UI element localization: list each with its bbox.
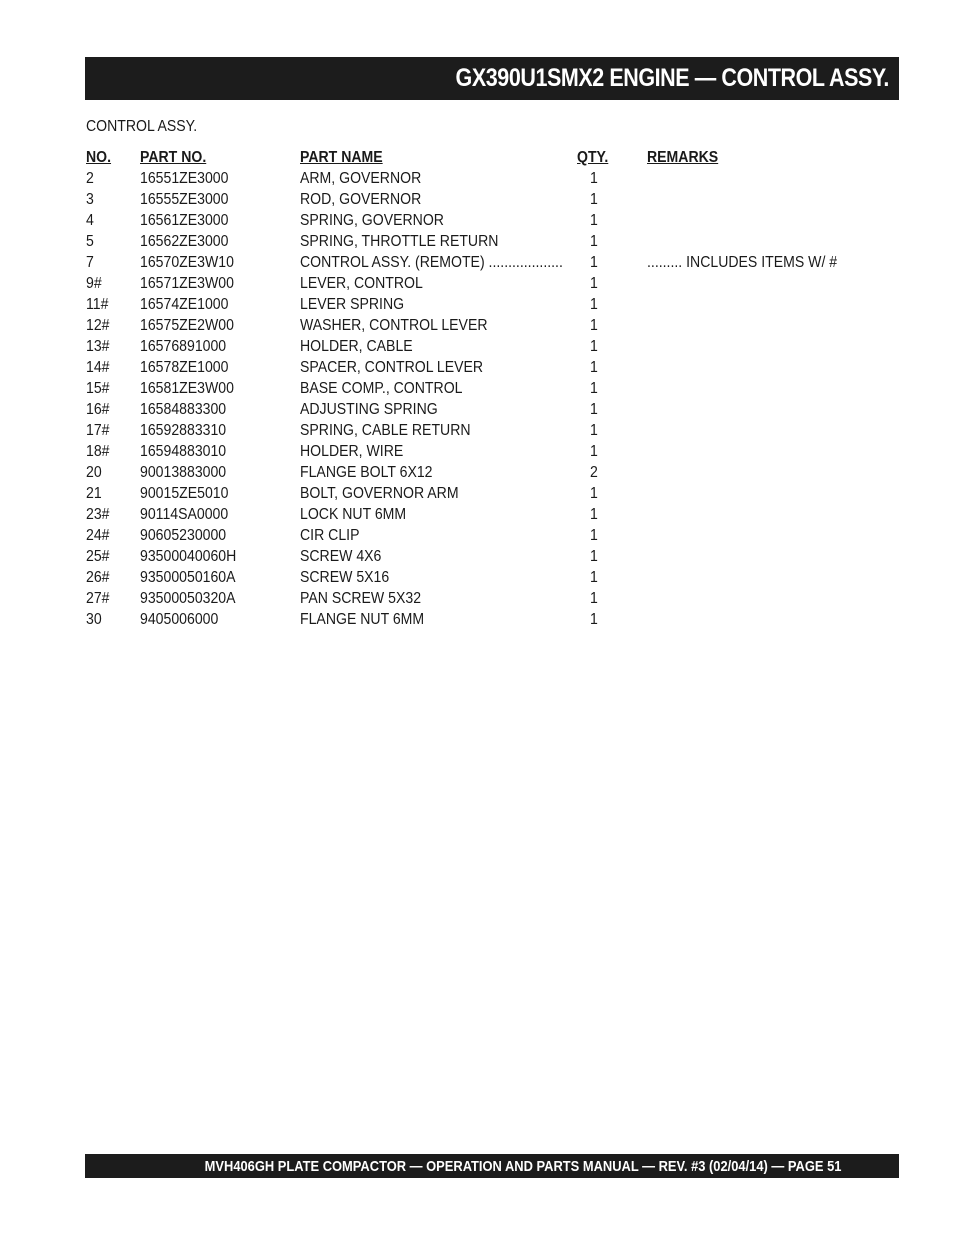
table-row (86, 315, 846, 336)
quantity: 1 (590, 485, 598, 502)
page-title: GX390U1SMX2 ENGINE — CONTROL ASSY. (455, 64, 889, 92)
part-number-index: 15# (86, 380, 110, 397)
table-row (86, 273, 846, 294)
part-number-index: 23# (86, 506, 110, 523)
part-number-index: 20 (86, 464, 102, 481)
part-number: 16576891000 (140, 338, 227, 355)
column-header-remarks: REMARKS (647, 149, 719, 166)
part-number-index: 17# (86, 422, 110, 439)
part-number: 16594883010 (140, 443, 227, 460)
part-number: 16561ZE3000 (140, 212, 229, 229)
table-row (86, 168, 846, 189)
page-title-bar (85, 57, 899, 100)
part-number: 90605230000 (140, 527, 227, 544)
table-row (86, 588, 846, 609)
quantity: 1 (590, 233, 598, 250)
table-row (86, 609, 846, 630)
part-name: BOLT, GOVERNOR ARM (300, 485, 459, 502)
part-name: HOLDER, CABLE (300, 338, 413, 355)
table-row (86, 357, 846, 378)
part-number: 16574ZE1000 (140, 296, 229, 313)
part-name: ADJUSTING SPRING (300, 401, 438, 418)
part-name: LEVER SPRING (300, 296, 405, 313)
part-number: 90015ZE5010 (140, 485, 229, 502)
part-name: SPRING, GOVERNOR (300, 212, 444, 229)
table-row (86, 504, 846, 525)
table-row (86, 210, 846, 231)
table-row (86, 378, 846, 399)
part-name: LOCK NUT 6MM (300, 506, 407, 523)
quantity: 1 (590, 296, 598, 313)
part-number: 93500040060H (140, 548, 237, 565)
footer-bar (85, 1154, 899, 1178)
table-row (86, 294, 846, 315)
quantity: 1 (590, 338, 598, 355)
footer-text: MVH406GH PLATE COMPACTOR — OPERATION AND PARTS MANUAL — REV. #3 (02/04/14) — PAGE 51 (204, 1157, 841, 1175)
part-number-index: 11# (86, 296, 109, 313)
part-number-index: 5 (86, 233, 94, 250)
quantity: 1 (590, 590, 598, 607)
quantity: 1 (590, 548, 598, 565)
part-name: CONTROL ASSY. (REMOTE) ................... (300, 254, 563, 271)
part-number: 16570ZE3W10 (140, 254, 234, 271)
part-number: 16551ZE3000 (140, 170, 229, 187)
part-number-index: 21 (86, 485, 102, 502)
table-row (86, 252, 846, 273)
part-number: 16581ZE3W00 (140, 380, 234, 397)
part-number-index: 18# (86, 443, 110, 460)
part-number-index: 2 (86, 170, 94, 187)
part-number: 16584883300 (140, 401, 227, 418)
quantity: 1 (590, 422, 598, 439)
column-header-part-name: PART NAME (300, 149, 383, 166)
part-name: ROD, GOVERNOR (300, 191, 422, 208)
table-row (86, 462, 846, 483)
part-name: FLANGE NUT 6MM (300, 611, 425, 628)
part-number-index: 4 (86, 212, 94, 229)
part-number: 16578ZE1000 (140, 359, 229, 376)
quantity: 2 (590, 464, 598, 481)
part-name: SCREW 4X6 (300, 548, 382, 565)
quantity: 1 (590, 569, 598, 586)
part-number-index: 25# (86, 548, 110, 565)
part-name: PAN SCREW 5X32 (300, 590, 422, 607)
table-row (86, 336, 846, 357)
table-row (86, 189, 846, 210)
part-number: 16562ZE3000 (140, 233, 229, 250)
part-number-index: 12# (86, 317, 110, 334)
part-number-index: 27# (86, 590, 110, 607)
part-number: 9405006000 (140, 611, 219, 628)
section-label: CONTROL ASSY. (86, 118, 198, 135)
table-row (86, 567, 846, 588)
part-name: SCREW 5X16 (300, 569, 390, 586)
part-number: 16571ZE3W00 (140, 275, 234, 292)
quantity: 1 (590, 401, 598, 418)
part-name: SPRING, THROTTLE RETURN (300, 233, 499, 250)
part-name: CIR CLIP (300, 527, 360, 544)
part-number: 93500050160A (140, 569, 236, 586)
quantity: 1 (590, 380, 598, 397)
part-name: HOLDER, WIRE (300, 443, 404, 460)
part-name: FLANGE BOLT 6X12 (300, 464, 433, 481)
part-name: BASE COMP., CONTROL (300, 380, 463, 397)
table-row (86, 399, 846, 420)
table-row (86, 525, 846, 546)
part-number: 16555ZE3000 (140, 191, 229, 208)
table-row (86, 420, 846, 441)
quantity: 1 (590, 611, 598, 628)
part-number-index: 7 (86, 254, 94, 271)
part-number: 90013883000 (140, 464, 227, 481)
column-header-part-no: PART NO. (140, 149, 207, 166)
remarks: ......... INCLUDES ITEMS W/ # (647, 254, 838, 271)
part-number-index: 26# (86, 569, 110, 586)
part-number: 90114SA0000 (140, 506, 229, 523)
part-name: WASHER, CONTROL LEVER (300, 317, 488, 334)
table-row (86, 231, 846, 252)
quantity: 1 (590, 212, 598, 229)
column-header-qty: QTY. (577, 149, 609, 166)
part-name: SPACER, CONTROL LEVER (300, 359, 484, 376)
table-body (86, 168, 846, 630)
part-name: LEVER, CONTROL (300, 275, 423, 292)
quantity: 1 (590, 170, 598, 187)
part-number-index: 13# (86, 338, 110, 355)
quantity: 1 (590, 359, 598, 376)
part-number-index: 9# (86, 275, 102, 292)
parts-table (86, 147, 846, 630)
part-number: 93500050320A (140, 590, 236, 607)
table-row (86, 441, 846, 462)
part-number: 16592883310 (140, 422, 227, 439)
part-name: ARM, GOVERNOR (300, 170, 422, 187)
table-row (86, 546, 846, 567)
column-header-no: NO. (86, 149, 112, 166)
quantity: 1 (590, 275, 598, 292)
table-row (86, 483, 846, 504)
part-number-index: 24# (86, 527, 110, 544)
quantity: 1 (590, 506, 598, 523)
table-header-row (86, 147, 846, 168)
quantity: 1 (590, 443, 598, 460)
part-number-index: 3 (86, 191, 94, 208)
quantity: 1 (590, 527, 598, 544)
part-number-index: 16# (86, 401, 110, 418)
quantity: 1 (590, 191, 598, 208)
part-name: SPRING, CABLE RETURN (300, 422, 471, 439)
quantity: 1 (590, 254, 598, 271)
part-number-index: 14# (86, 359, 110, 376)
part-number: 16575ZE2W00 (140, 317, 234, 334)
part-number-index: 30 (86, 611, 102, 628)
quantity: 1 (590, 317, 598, 334)
